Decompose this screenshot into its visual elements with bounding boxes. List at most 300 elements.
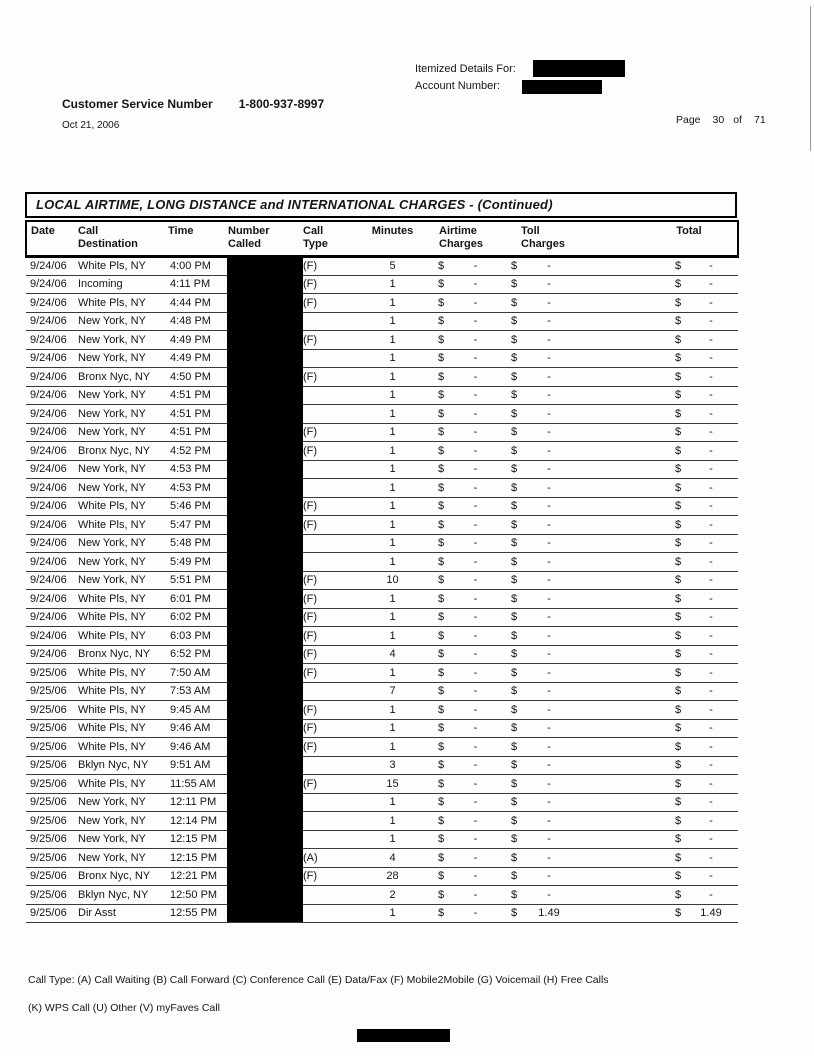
cell-total (641, 534, 738, 553)
cell-dest: Bklyn Nyc, NY (76, 886, 166, 905)
cell-toll (501, 608, 641, 627)
currency-symbol: $ (511, 481, 518, 494)
cell-airtime (426, 738, 501, 757)
account-number-row (415, 78, 625, 95)
currency-symbol: $ (675, 870, 682, 883)
currency-symbol: $ (675, 629, 682, 642)
cell-dest: White Pls, NY (76, 257, 166, 276)
currency-symbol: $ (438, 518, 445, 531)
amount-value: - (547, 685, 551, 698)
cell-dest: New York, NY (76, 479, 166, 498)
call-row (26, 775, 738, 794)
cell-airtime (426, 849, 501, 868)
call-type-legend-line2: (K) WPS Call (U) Other (V) myFaves Call (28, 1002, 220, 1014)
currency-symbol: $ (438, 851, 445, 864)
cell-min: 3 (359, 756, 426, 775)
cell-date: 9/25/06 (26, 830, 76, 849)
cell-date: 9/24/06 (26, 423, 76, 442)
cell-dest: New York, NY (76, 312, 166, 331)
cell-toll (501, 738, 641, 757)
cell-type: (F) (301, 719, 359, 738)
cell-toll (501, 701, 641, 720)
cell-total (641, 312, 738, 331)
currency-symbol: $ (675, 888, 682, 901)
cell-airtime (426, 904, 501, 923)
cell-min: 28 (359, 867, 426, 886)
currency-symbol: $ (438, 796, 445, 809)
column-header-airtime: Airtime Charges (439, 225, 484, 250)
amount-value: - (473, 333, 478, 346)
cell-time: 9:46 AM (166, 738, 226, 757)
cell-min: 1 (359, 608, 426, 627)
currency-symbol: $ (438, 629, 445, 642)
cell-total (641, 349, 738, 368)
currency-symbol: $ (675, 907, 682, 920)
amount-value: - (547, 278, 551, 291)
currency-symbol: $ (438, 426, 445, 439)
cell-min: 1 (359, 294, 426, 313)
cell-type (301, 386, 359, 405)
amount-value: - (709, 574, 713, 587)
currency-symbol: $ (675, 518, 682, 531)
currency-symbol: $ (675, 574, 682, 587)
amount-value: - (473, 629, 478, 642)
cell-time: 12:11 PM (166, 793, 226, 812)
currency-symbol: $ (438, 611, 445, 624)
cell-time: 6:02 PM (166, 608, 226, 627)
cell-total (641, 645, 738, 664)
cell-total (641, 664, 738, 683)
currency-symbol: $ (438, 481, 445, 494)
currency-symbol: $ (511, 463, 518, 476)
cell-airtime (426, 497, 501, 516)
call-row (26, 904, 738, 923)
cell-airtime (426, 645, 501, 664)
amount-value: - (709, 370, 713, 383)
cell-dest: White Pls, NY (76, 738, 166, 757)
table-header-row (26, 221, 738, 257)
cell-toll (501, 479, 641, 498)
amount-value: - (473, 796, 478, 809)
currency-symbol: $ (675, 648, 682, 661)
currency-symbol: $ (675, 370, 682, 383)
redacted-account-name (533, 60, 625, 77)
cell-time: 4:51 PM (166, 405, 226, 424)
cell-min: 5 (359, 257, 426, 276)
currency-symbol: $ (438, 907, 445, 920)
amount-value: - (473, 592, 478, 605)
cell-toll (501, 460, 641, 479)
cell-toll (501, 867, 641, 886)
cell-toll (501, 331, 641, 350)
cell-date: 9/25/06 (26, 756, 76, 775)
cell-airtime (426, 608, 501, 627)
amount-value: - (709, 463, 713, 476)
currency-symbol: $ (675, 407, 682, 420)
page-indicator (676, 114, 766, 126)
cell-toll (501, 664, 641, 683)
amount-value: - (547, 574, 551, 587)
column-header-number: Number Called (228, 225, 270, 250)
cell-dest: Bronx Nyc, NY (76, 645, 166, 664)
cell-type (301, 682, 359, 701)
amount-value: - (709, 260, 713, 273)
cell-min: 15 (359, 775, 426, 794)
customer-service-line (62, 97, 324, 111)
amount-value: - (473, 278, 478, 291)
amount-value: - (547, 352, 551, 365)
cell-total (641, 294, 738, 313)
cell-date: 9/24/06 (26, 331, 76, 350)
cell-airtime (426, 442, 501, 461)
cell-type (301, 830, 359, 849)
cell-type (301, 756, 359, 775)
itemized-details-label: Itemized Details For: (415, 63, 516, 75)
currency-symbol: $ (675, 537, 682, 550)
currency-symbol: $ (438, 500, 445, 513)
cell-date: 9/25/06 (26, 664, 76, 683)
itemized-details-row (415, 61, 625, 78)
amount-value: - (473, 537, 478, 550)
cell-date: 9/24/06 (26, 257, 76, 276)
cell-time: 6:03 PM (166, 627, 226, 646)
cell-dest: White Pls, NY (76, 516, 166, 535)
cell-type (301, 312, 359, 331)
amount-value: - (473, 555, 478, 568)
currency-symbol: $ (511, 500, 518, 513)
cell-type (301, 534, 359, 553)
call-row (26, 534, 738, 553)
cell-time: 12:15 PM (166, 849, 226, 868)
cell-time: 4:50 PM (166, 368, 226, 387)
cell-min: 1 (359, 719, 426, 738)
cell-type (301, 904, 359, 923)
currency-symbol: $ (438, 278, 445, 291)
amount-value: - (547, 703, 551, 716)
amount-value: - (547, 888, 551, 901)
cell-date: 9/24/06 (26, 349, 76, 368)
currency-symbol: $ (511, 407, 518, 420)
cell-date: 9/24/06 (26, 497, 76, 516)
amount-value: - (473, 703, 478, 716)
cell-min: 1 (359, 275, 426, 294)
cell-min: 1 (359, 701, 426, 720)
call-row (26, 867, 738, 886)
call-row (26, 386, 738, 405)
cell-dest: New York, NY (76, 423, 166, 442)
cell-toll (501, 349, 641, 368)
cell-type: (F) (301, 867, 359, 886)
cell-min: 1 (359, 423, 426, 442)
currency-symbol: $ (438, 407, 445, 420)
cell-date: 9/24/06 (26, 627, 76, 646)
currency-symbol: $ (511, 611, 518, 624)
call-row (26, 812, 738, 831)
call-row (26, 405, 738, 424)
cell-airtime (426, 331, 501, 350)
cell-dest: New York, NY (76, 349, 166, 368)
cell-airtime (426, 516, 501, 535)
cell-type: (F) (301, 608, 359, 627)
amount-value: - (473, 888, 478, 901)
amount-value: - (547, 370, 551, 383)
redacted-account-number (522, 80, 602, 94)
cell-total (641, 775, 738, 794)
cell-toll (501, 423, 641, 442)
amount-value: - (547, 389, 551, 402)
call-row (26, 682, 738, 701)
cell-toll (501, 793, 641, 812)
cell-type (301, 886, 359, 905)
cell-dest: White Pls, NY (76, 701, 166, 720)
amount-value: 1.49 (700, 907, 722, 920)
currency-symbol: $ (675, 315, 682, 328)
amount-value: - (547, 870, 551, 883)
cell-total (641, 682, 738, 701)
cell-date: 9/24/06 (26, 405, 76, 424)
currency-symbol: $ (675, 260, 682, 273)
amount-value: - (709, 333, 713, 346)
amount-value: - (709, 407, 713, 420)
cell-type: (F) (301, 497, 359, 516)
currency-symbol: $ (438, 888, 445, 901)
call-row (26, 312, 738, 331)
cell-airtime (426, 312, 501, 331)
cell-airtime (426, 571, 501, 590)
cell-airtime (426, 682, 501, 701)
cell-min: 1 (359, 349, 426, 368)
cell-total (641, 386, 738, 405)
currency-symbol: $ (438, 814, 445, 827)
currency-symbol: $ (511, 833, 518, 846)
cell-dest: New York, NY (76, 405, 166, 424)
cell-toll (501, 627, 641, 646)
cell-type: (F) (301, 275, 359, 294)
cell-type: (F) (301, 294, 359, 313)
cell-dest: Incoming (76, 275, 166, 294)
amount-value: - (547, 648, 551, 661)
cell-date: 9/24/06 (26, 553, 76, 572)
currency-symbol: $ (675, 759, 682, 772)
currency-symbol: $ (511, 278, 518, 291)
amount-value: - (473, 833, 478, 846)
column-header-date: Date (31, 225, 55, 237)
cell-type (301, 405, 359, 424)
call-row (26, 664, 738, 683)
cell-min: 1 (359, 331, 426, 350)
cell-date: 9/24/06 (26, 590, 76, 609)
cell-toll (501, 719, 641, 738)
amount-value: - (547, 814, 551, 827)
cell-dest: White Pls, NY (76, 497, 166, 516)
column-header-type: Call Type (303, 225, 328, 250)
currency-symbol: $ (511, 574, 518, 587)
amount-value: - (473, 851, 478, 864)
currency-symbol: $ (511, 426, 518, 439)
cell-type: (F) (301, 590, 359, 609)
account-number-label: Account Number: (415, 80, 500, 92)
currency-symbol: $ (438, 759, 445, 772)
currency-symbol: $ (438, 666, 445, 679)
amount-value: - (709, 888, 713, 901)
customer-service-number: 1-800-937-8997 (238, 97, 325, 111)
amount-value: - (473, 518, 478, 531)
cell-type (301, 812, 359, 831)
amount-value: - (709, 722, 713, 735)
cell-total (641, 701, 738, 720)
cell-date: 9/25/06 (26, 682, 76, 701)
cell-time: 7:53 AM (166, 682, 226, 701)
amount-value: - (473, 814, 478, 827)
cell-dest: White Pls, NY (76, 664, 166, 683)
cell-dest: New York, NY (76, 460, 166, 479)
cell-type (301, 479, 359, 498)
amount-value: - (473, 740, 478, 753)
call-row (26, 849, 738, 868)
currency-symbol: $ (511, 722, 518, 735)
cell-min: 1 (359, 793, 426, 812)
page-total: 71 (753, 114, 766, 126)
amount-value: - (547, 592, 551, 605)
cell-dest: White Pls, NY (76, 775, 166, 794)
cell-airtime (426, 349, 501, 368)
cell-airtime (426, 275, 501, 294)
currency-symbol: $ (675, 481, 682, 494)
cell-toll (501, 553, 641, 572)
currency-symbol: $ (438, 389, 445, 402)
call-type-legend-line1: Call Type: (A) Call Waiting (B) Call Forward (C) Conference Call (E) Data/Fax (F) Mobile2Mobile (G) Voicemail (H) Free Calls (28, 974, 609, 986)
currency-symbol: $ (438, 463, 445, 476)
cell-toll (501, 294, 641, 313)
currency-symbol: $ (675, 463, 682, 476)
cell-airtime (426, 793, 501, 812)
cell-min: 1 (359, 738, 426, 757)
currency-symbol: $ (675, 444, 682, 457)
cell-date: 9/24/06 (26, 479, 76, 498)
cell-type: (F) (301, 331, 359, 350)
cell-min: 1 (359, 590, 426, 609)
call-row (26, 719, 738, 738)
currency-symbol: $ (511, 315, 518, 328)
amount-value: - (709, 426, 713, 439)
call-row (26, 590, 738, 609)
amount-value: 1.49 (538, 907, 560, 920)
amount-value: - (473, 648, 478, 661)
amount-value: - (473, 777, 478, 790)
call-row (26, 516, 738, 535)
page-current: 30 (712, 114, 725, 126)
cell-total (641, 756, 738, 775)
cell-min: 1 (359, 479, 426, 498)
cell-dest: White Pls, NY (76, 719, 166, 738)
cell-toll (501, 257, 641, 276)
currency-symbol: $ (675, 500, 682, 513)
amount-value: - (547, 444, 551, 457)
cell-dest: New York, NY (76, 386, 166, 405)
cell-min: 2 (359, 886, 426, 905)
cell-toll (501, 904, 641, 923)
call-row (26, 460, 738, 479)
amount-value: - (709, 537, 713, 550)
cell-airtime (426, 405, 501, 424)
call-row (26, 294, 738, 313)
currency-symbol: $ (675, 611, 682, 624)
cell-total (641, 460, 738, 479)
cell-dest: New York, NY (76, 571, 166, 590)
cell-min: 1 (359, 830, 426, 849)
amount-value: - (547, 463, 551, 476)
amount-value: - (547, 796, 551, 809)
cell-date: 9/25/06 (26, 719, 76, 738)
currency-symbol: $ (675, 833, 682, 846)
customer-service-label: Customer Service Number (62, 97, 213, 111)
cell-type: (F) (301, 442, 359, 461)
cell-type: (F) (301, 775, 359, 794)
amount-value: - (547, 759, 551, 772)
currency-symbol: $ (511, 870, 518, 883)
currency-symbol: $ (438, 703, 445, 716)
cell-min: 4 (359, 849, 426, 868)
cell-airtime (426, 719, 501, 738)
cell-type: (F) (301, 423, 359, 442)
amount-value: - (473, 389, 478, 402)
cell-time: 5:47 PM (166, 516, 226, 535)
cell-toll (501, 312, 641, 331)
currency-symbol: $ (675, 333, 682, 346)
amount-value: - (709, 666, 713, 679)
currency-symbol: $ (511, 333, 518, 346)
cell-total (641, 368, 738, 387)
cell-type: (F) (301, 257, 359, 276)
currency-symbol: $ (438, 260, 445, 273)
cell-time: 5:48 PM (166, 534, 226, 553)
cell-type (301, 553, 359, 572)
cell-time: 12:55 PM (166, 904, 226, 923)
amount-value: - (709, 870, 713, 883)
cell-total (641, 849, 738, 868)
cell-date: 9/24/06 (26, 534, 76, 553)
cell-time: 6:52 PM (166, 645, 226, 664)
cell-date: 9/24/06 (26, 275, 76, 294)
amount-value: - (547, 500, 551, 513)
amount-value: - (709, 796, 713, 809)
cell-toll (501, 756, 641, 775)
charges-table-title: LOCAL AIRTIME, LONG DISTANCE and INTERNATIONAL CHARGES - (Continued) (25, 192, 737, 218)
amount-value: - (473, 722, 478, 735)
cell-dest: Bklyn Nyc, NY (76, 756, 166, 775)
cell-toll (501, 849, 641, 868)
amount-value: - (473, 759, 478, 772)
cell-time: 12:14 PM (166, 812, 226, 831)
currency-symbol: $ (511, 592, 518, 605)
call-row (26, 479, 738, 498)
currency-symbol: $ (511, 444, 518, 457)
cell-dest: New York, NY (76, 812, 166, 831)
cell-time: 4:48 PM (166, 312, 226, 331)
currency-symbol: $ (675, 278, 682, 291)
amount-value: - (473, 500, 478, 513)
cell-type (301, 349, 359, 368)
amount-value: - (473, 407, 478, 420)
currency-symbol: $ (438, 574, 445, 587)
currency-symbol: $ (438, 740, 445, 753)
cell-date: 9/25/06 (26, 904, 76, 923)
cell-toll (501, 405, 641, 424)
call-row (26, 571, 738, 590)
cell-total (641, 479, 738, 498)
currency-symbol: $ (511, 759, 518, 772)
amount-value: - (473, 870, 478, 883)
